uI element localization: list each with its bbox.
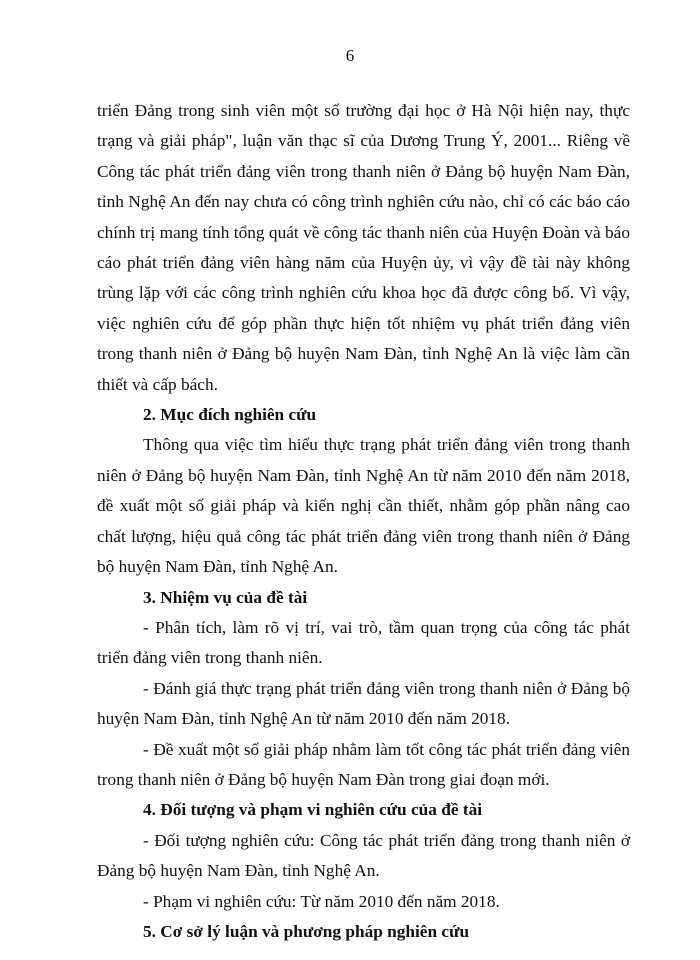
document-body: [97, 96, 630, 947]
heading-object-scope: 4. Đối tượng và phạm vi nghiên cứu của đề tài: [143, 800, 483, 820]
paragraph-research-purpose: Thông qua việc tìm hiểu thực trạng phát triển đảng viên trong thanh niên ở Đảng bộ huyện Nam Đàn, tỉnh Nghệ An từ năm 2010 đến năm 2018, đề xuất một số giải pháp và kiến nghị cần thiết, nhằm góp phần nâng cao chất lượng, hiệu quả công tác phát triển đảng viên trong thanh niên ở Đảng bộ huyện Nam Đàn, tỉnh Nghệ An.: [97, 435, 630, 577]
heading-tasks: 3. Nhiệm vụ của đề tài: [143, 587, 308, 607]
heading-theory-methods: 5. Cơ sở lý luận và phương pháp nghiên cứu: [143, 921, 470, 941]
paragraph-prior-research: triển Đảng trong sinh viên một số trường đại học ở Hà Nội hiện nay, thực trạng và giải pháp", luận văn thạc sĩ của Dương Trung Ý, 2001... Riêng về Công tác phát triển đảng viên trong thanh niên ở Đảng bộ huyện Nam Đàn, tỉnh Nghệ An đến nay chưa có công trình nghiên cứu nào, chỉ có các báo cáo chính trị mang tính tổng quát về công tác thanh niên của Huyện Đoàn và báo cáo phát triển đảng viên hàng năm của Huyện ủy, vì vậy đề tài này không trùng lặp với các công trình nghiên cứu khoa học đã được công bố. Vì vậy, việc nghiên cứu để góp phần thực hiện tốt nhiệm vụ phát triển đảng viên trong thanh niên ở Đảng bộ huyện Nam Đàn, tỉnh Nghệ An là việc làm cần thiết và cấp bách.: [97, 101, 630, 394]
heading-research-purpose: 2. Mục đích nghiên cứu: [143, 405, 317, 425]
task-item-3: - Đề xuất một số giải pháp nhằm làm tốt công tác phát triển đảng viên trong thanh niên ở Đảng bộ huyện Nam Đàn trong giai đoạn mới.: [97, 739, 630, 789]
object-item: - Đối tượng nghiên cứu: Công tác phát triển đảng trong thanh niên ở Đảng bộ huyện Nam Đàn, tỉnh Nghệ An.: [97, 830, 630, 881]
task-item-1: - Phân tích, làm rõ vị trí, vai trò, tầm quan trọng của công tác phát triển đảng viên trong thanh niên.: [97, 617, 630, 668]
scope-item: - Phạm vi nghiên cứu: Từ năm 2010 đến năm 2018.: [143, 891, 500, 911]
task-item-2: - Đánh giá thực trạng phát triển đảng viên trong thanh niên ở Đảng bộ huyện Nam Đàn, tỉnh Nghệ An từ năm 2010 đến năm 2018.: [97, 678, 630, 729]
page-number: 6: [345, 46, 355, 65]
